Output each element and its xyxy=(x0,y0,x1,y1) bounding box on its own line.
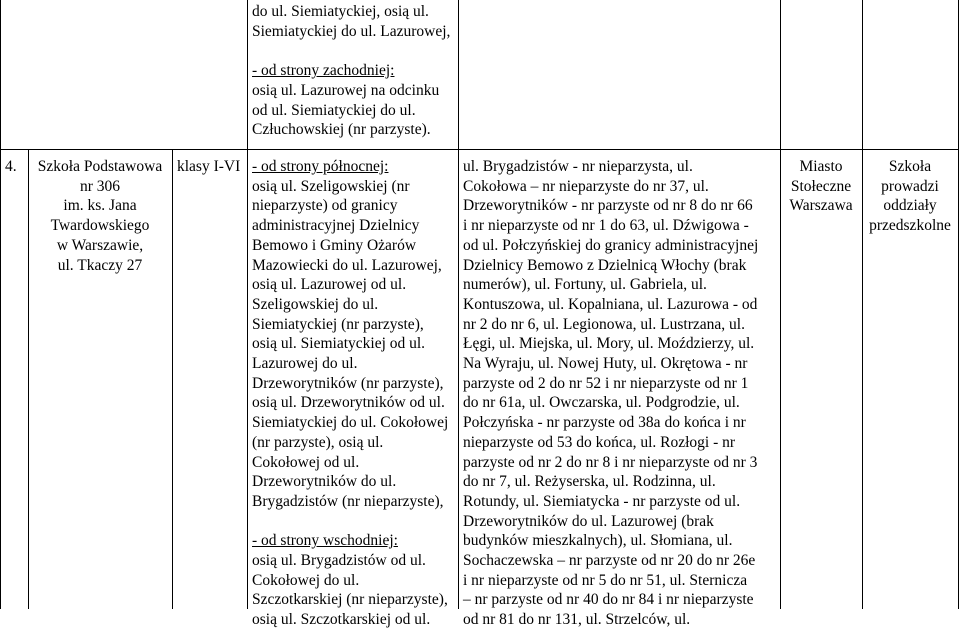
text-line: nr 306 xyxy=(79,177,121,195)
text-line: parzyste od nr 2 do nr 8 i nr nieparzyste od nr 3 xyxy=(463,453,758,471)
grid-vline-3 xyxy=(247,0,248,609)
grid-row-divider xyxy=(0,149,959,150)
text-line: oddziały xyxy=(883,197,937,215)
streets-list-cell xyxy=(463,157,758,630)
text-line: Mazowiecki do ul. Lazurowej, xyxy=(252,256,442,274)
grid-vline-2 xyxy=(172,150,173,609)
authority-cell xyxy=(780,157,862,216)
text-line: Drzeworytników - nr parzyste od nr 8 do nr 66 xyxy=(463,197,753,215)
text-line: ul. Brygadzistów - nr nieparzysta, ul. xyxy=(463,158,693,175)
text-line: Drzeworytników (nr parzyste), xyxy=(252,374,444,392)
text-line: Cokołowa – nr nieparzyste do nr 37, ul. xyxy=(463,177,709,195)
text-line: Siemiatyckiej (nr parzyste), xyxy=(252,315,424,333)
text-line: Drzeworytników do ul. Lazurowej (brak xyxy=(463,512,714,530)
text-line: nieparzyste od 53 do końca, ul. Rozłogi - nr xyxy=(463,433,736,451)
text-line: Stołeczne xyxy=(790,177,852,195)
text-line: (nr parzyste), osią ul. xyxy=(252,433,384,451)
text-line: Dzielnicy Bemowo z Dzielnicą Włochy (brak xyxy=(463,256,747,274)
text-line: Cokołowej od ul. xyxy=(252,453,360,471)
text-line: od ul. Siemiatyckiej do ul. xyxy=(252,101,416,119)
preschool-cell xyxy=(862,157,958,236)
text-line: osią ul. Lazurowej na odcinku xyxy=(252,81,440,99)
text-line: Szkoła xyxy=(888,158,932,175)
text-line: Sochaczewska – nr parzyste od nr 20 do nr 26e xyxy=(463,552,756,570)
text-line: Cokołowej do ul. xyxy=(252,571,360,589)
text-line: Siemiatyckiej do ul. Cokołowej xyxy=(252,414,449,432)
text-line: Brygadzistów (nr nieparzyste), xyxy=(252,492,444,510)
text-line: – nr parzyste od nr 40 do nr 84 i nr nieparzyste xyxy=(463,591,754,609)
text-line: osią ul. Szczotkarskiej od ul. xyxy=(252,611,431,629)
text-line: parzyste od 2 do nr 52 i nr nieparzyste od nr 1 xyxy=(463,374,749,392)
text-line: nieparzyste) od granicy xyxy=(252,197,398,215)
text-line: Szeligowskiej do ul. xyxy=(252,295,379,313)
school-name-cell xyxy=(28,157,172,275)
text-line: Połczyńska - nr parzyste od 38a do końca i nr xyxy=(463,414,746,432)
text-line: Na Wyraju, ul. Nowej Huty, ul. Okrętowa - nr xyxy=(463,355,748,373)
text-line: osią ul. Drzeworytników od ul. xyxy=(252,394,445,412)
text-line: osią ul. Lazurowej od ul. xyxy=(252,276,407,294)
text-line: od ul. Połczyńskiej do granicy administracyjnej xyxy=(463,236,759,254)
text-line: przedszkolne xyxy=(869,217,951,235)
text-line: osią ul. Brygadzistów od ul. xyxy=(252,552,426,570)
row-number: 4. xyxy=(5,158,17,175)
grid-vline-4 xyxy=(458,0,459,609)
text-line xyxy=(252,41,450,61)
text-line: Łęgi, ul. Miejska, ul. Mory, ul. Moździerzy, ul. xyxy=(463,335,755,353)
text-line: Miasto xyxy=(799,158,843,175)
text-line: numerów), ul. Fortuny, ul. Gabriela, ul. xyxy=(463,276,707,294)
text-line: prowadzi xyxy=(881,177,939,195)
text-line xyxy=(252,512,448,532)
text-line: nr 2 do nr 6, ul. Legionowa, ul. Lustrzana, ul. xyxy=(463,315,745,333)
text-line: Warszawa xyxy=(789,197,853,215)
boundary-description-cell xyxy=(252,157,448,630)
text-line: do nr 7, ul. Reżyserska, ul. Rodzinna, ul. xyxy=(463,473,716,491)
text-line: ul. Tkaczy 27 xyxy=(57,256,143,274)
text-line: do nr 61a, ul. Owczarska, ul. Podgrodzie, ul. xyxy=(463,394,740,412)
text-line: Szkoła Podstawowa xyxy=(37,158,163,175)
text-line: administracyjnej Dzielnicy xyxy=(252,217,420,235)
text-line: do ul. Siemiatyckiej, osią ul. xyxy=(252,3,429,20)
text-line: od nr 81 do nr 131, ul. Strzelców, ul. xyxy=(463,611,691,629)
text-line: Siemiatyckiej do ul. Lazurowej, xyxy=(252,22,451,40)
text-line: osią ul. Szeligowskiej (nr xyxy=(252,177,410,195)
text-line: budynków mieszkalnych), ul. Słomiana, ul. xyxy=(463,532,733,550)
text-line: - od strony zachodniej: xyxy=(252,62,395,80)
text-line: Rotundy, ul. Siemiatycka - nr parzyste od ul. xyxy=(463,492,741,510)
text-line: w Warszawie, xyxy=(56,236,144,254)
text-line: Człuchowskiej (nr parzyste). xyxy=(252,121,431,139)
text-line: i nr nieparzyste od nr 5 do nr 51, ul. Sternicza xyxy=(463,571,748,589)
text-line: - od strony północnej: xyxy=(252,158,389,175)
text-line: - od strony wschodniej: xyxy=(252,532,398,550)
text-line: Lazurowej do ul. xyxy=(252,355,358,373)
text-line: Bemowo i Gminy Ożarów xyxy=(252,236,417,254)
classes-cell: klasy I-VI xyxy=(177,158,241,175)
text-line: im. ks. Jana xyxy=(63,197,137,215)
grid-vline-5 xyxy=(780,0,781,609)
text-line: i nr nieparzyste od nr 1 do 63, ul. Dźwigowa - xyxy=(463,217,749,235)
text-line: Twardowskiego xyxy=(50,217,150,235)
text-line: Drzeworytników do ul. xyxy=(252,473,397,491)
text-line: Szczotkarskiej (nr nieparzyste), xyxy=(252,591,448,609)
top-description-cell xyxy=(252,2,450,140)
grid-vline-0 xyxy=(0,0,1,609)
text-line: osią ul. Siemiatyckiej od ul. xyxy=(252,335,426,353)
grid-vline-6 xyxy=(862,0,863,609)
text-line: Kontuszowa, ul. Kopalniana, ul. Lazurowa - od xyxy=(463,295,758,313)
